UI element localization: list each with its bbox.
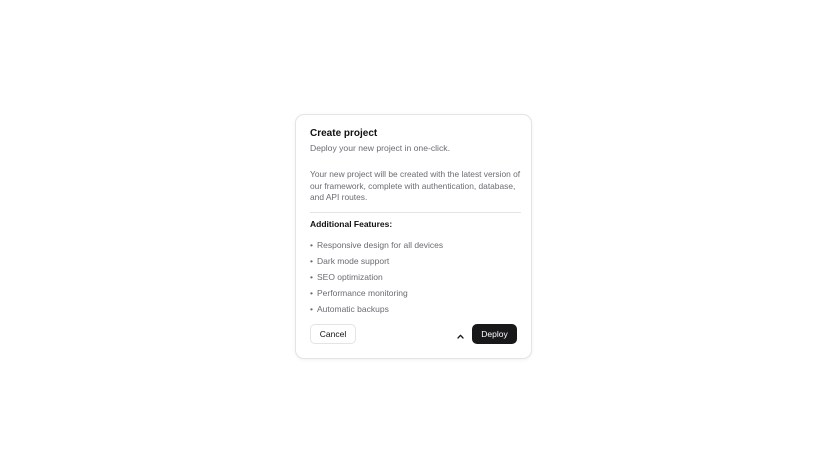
dialog-description: Your new project will be created with the latest version of our framework, complete with authentication, database, and API routes. [310, 169, 521, 202]
dialog-title: Create project [310, 128, 378, 139]
feature-item [310, 272, 517, 283]
feature-item [310, 304, 517, 315]
feature-label: Performance monitoring [317, 288, 408, 299]
feature-label: Responsive design for all devices [317, 239, 444, 250]
chevron-up-icon [457, 334, 464, 339]
feature-label: Automatic backups [317, 304, 389, 315]
feature-item [310, 240, 517, 251]
feature-item [310, 288, 517, 299]
feature-label: SEO optimization [317, 271, 383, 282]
deploy-button[interactable]: Deploy [472, 324, 517, 344]
collapse-toggle-button[interactable] [452, 326, 468, 342]
features-heading: Additional Features: [310, 218, 393, 229]
dialog-actions [310, 324, 517, 344]
dialog-subtitle: Deploy your new project in one-click. [310, 143, 450, 153]
bullet-icon: • [310, 304, 313, 315]
cancel-button[interactable]: Cancel [310, 324, 356, 344]
features-list [310, 240, 517, 316]
feature-item [310, 256, 517, 267]
divider [310, 212, 521, 213]
feature-label: Dark mode support [317, 255, 390, 266]
bullet-icon: • [310, 255, 313, 266]
bullet-icon: • [310, 271, 313, 282]
bullet-icon: • [310, 239, 313, 250]
bullet-icon: • [310, 288, 313, 299]
create-project-dialog [295, 114, 532, 359]
